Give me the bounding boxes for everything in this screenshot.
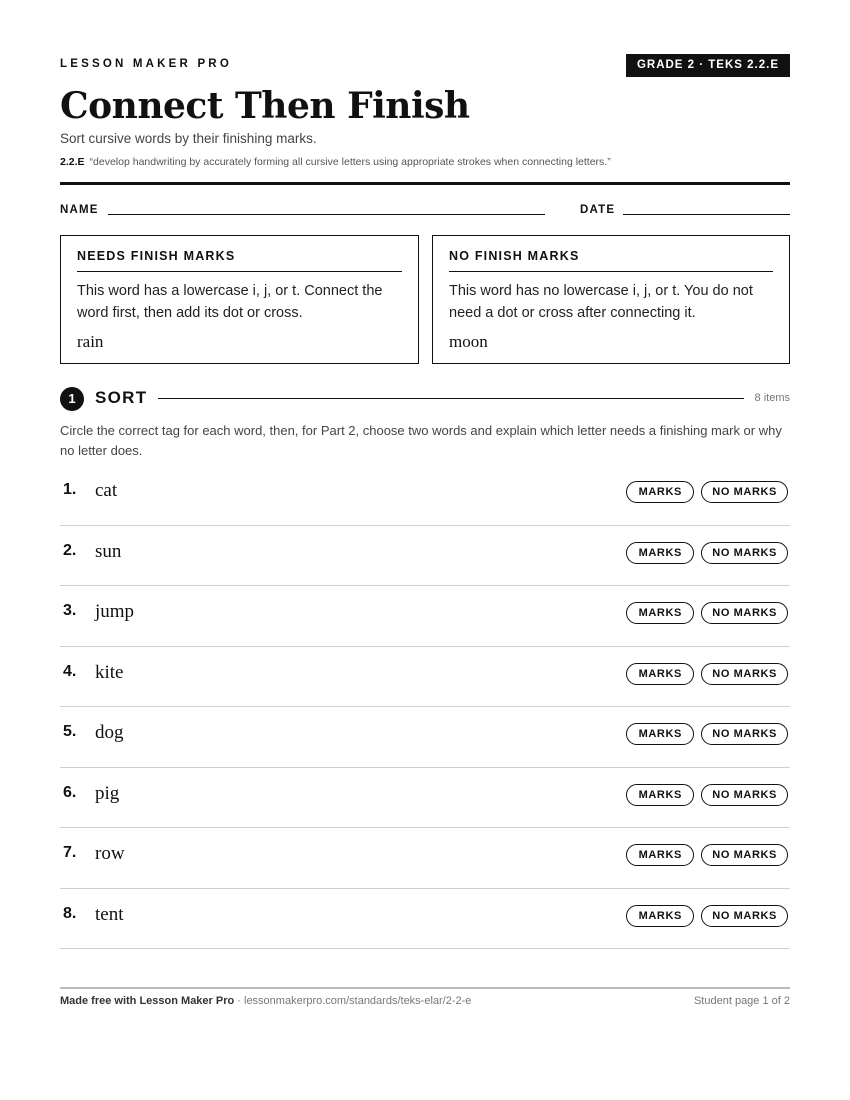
standard-line bbox=[60, 156, 611, 168]
no-marks-tag[interactable]: NO MARKS bbox=[701, 663, 788, 685]
item-word: kite bbox=[95, 661, 124, 683]
header-divider bbox=[60, 182, 790, 185]
card-description: This word has a lowercase i, j, or t. Connect the word first, then add its dot or cross. bbox=[77, 283, 383, 321]
card-example-word: moon bbox=[449, 332, 488, 351]
item-word: tent bbox=[95, 903, 124, 925]
tag-group bbox=[626, 784, 788, 806]
list-item bbox=[60, 828, 790, 889]
no-marks-tag[interactable]: NO MARKS bbox=[701, 542, 788, 564]
item-word: cat bbox=[95, 480, 118, 501]
marks-tag[interactable]: MARKS bbox=[626, 844, 694, 866]
standard-quote: “develop handwriting by accurately forming all cursive letters using appropriate strokes when connecting letters.” bbox=[89, 156, 611, 168]
list-item bbox=[60, 768, 790, 829]
marks-tag[interactable]: MARKS bbox=[626, 481, 694, 503]
list-item bbox=[60, 647, 790, 708]
item-number: 4. bbox=[63, 662, 77, 680]
tag-group bbox=[626, 905, 788, 927]
instructions: Circle the correct tag for each word, then, for Part 2, choose two words and explain which letter needs a finishing mark or why no letter does. bbox=[60, 423, 782, 458]
date-field[interactable] bbox=[623, 214, 790, 215]
card-title: NEEDS FINISH MARKS bbox=[77, 249, 402, 272]
tag-group bbox=[626, 481, 788, 503]
list-item bbox=[60, 889, 790, 950]
needs-finish-marks-card bbox=[60, 235, 419, 364]
page-subtitle: Sort cursive words by their finishing marks. bbox=[60, 131, 317, 146]
item-number: 2. bbox=[63, 541, 77, 559]
footer-url[interactable]: · lessonmakerpro.com/standards/teks-elar/2-2-e bbox=[234, 995, 472, 1007]
list-item bbox=[60, 465, 790, 526]
card-example-word: rain bbox=[77, 332, 104, 351]
section-title: SORT bbox=[95, 388, 148, 407]
list-item bbox=[60, 707, 790, 768]
item-word: sun bbox=[95, 540, 122, 562]
marks-tag[interactable]: MARKS bbox=[626, 663, 694, 685]
marks-tag[interactable]: MARKS bbox=[626, 542, 694, 564]
no-marks-tag[interactable]: NO MARKS bbox=[701, 784, 788, 806]
card-description: This word has no lowercase i, j, or t. You do not need a dot or cross after connecting it. bbox=[449, 283, 753, 321]
section-divider bbox=[158, 398, 744, 399]
date-label: DATE bbox=[580, 204, 616, 216]
no-marks-tag[interactable]: NO MARKS bbox=[701, 905, 788, 927]
no-marks-tag[interactable]: NO MARKS bbox=[701, 602, 788, 624]
item-word: jump bbox=[95, 601, 135, 622]
card-title: NO FINISH MARKS bbox=[449, 249, 773, 272]
brand-name: LESSON MAKER PRO bbox=[60, 58, 232, 70]
section-number-badge: 1 bbox=[60, 387, 84, 411]
item-number: 5. bbox=[63, 723, 77, 740]
standard-code: 2.2.E bbox=[60, 156, 85, 168]
tag-group bbox=[626, 723, 788, 745]
page-indicator: Student page 1 of 2 bbox=[693, 995, 790, 1007]
marks-tag[interactable]: MARKS bbox=[626, 784, 694, 806]
item-number: 7. bbox=[63, 844, 77, 861]
no-marks-tag[interactable]: NO MARKS bbox=[701, 481, 788, 503]
tag-group bbox=[626, 844, 788, 866]
item-number: 8. bbox=[63, 904, 77, 922]
footer-made-with: Made free with Lesson Maker Pro bbox=[60, 995, 235, 1007]
list-item bbox=[60, 526, 790, 587]
name-field[interactable] bbox=[108, 214, 545, 215]
item-number: 3. bbox=[63, 602, 77, 619]
marks-tag[interactable]: MARKS bbox=[626, 602, 694, 624]
sort-section-header bbox=[60, 387, 790, 411]
marks-tag[interactable]: MARKS bbox=[626, 723, 694, 745]
item-word: row bbox=[95, 843, 125, 864]
item-word: dog bbox=[95, 722, 124, 743]
name-label: NAME bbox=[60, 204, 99, 216]
item-word: pig bbox=[95, 782, 120, 804]
tag-group bbox=[626, 602, 788, 624]
item-count: 8 items bbox=[754, 392, 790, 404]
no-finish-marks-card bbox=[432, 235, 790, 364]
footer-credit bbox=[60, 995, 471, 1007]
item-number: 6. bbox=[63, 783, 77, 801]
no-marks-tag[interactable]: NO MARKS bbox=[701, 723, 788, 745]
tag-group bbox=[626, 663, 788, 685]
footer-divider bbox=[60, 987, 790, 989]
page-title: Connect Then Finish bbox=[60, 85, 470, 127]
sort-items-list bbox=[60, 465, 790, 949]
tag-group bbox=[626, 542, 788, 564]
item-number: 1. bbox=[63, 481, 77, 498]
marks-tag[interactable]: MARKS bbox=[626, 905, 694, 927]
list-item bbox=[60, 586, 790, 647]
no-marks-tag[interactable]: NO MARKS bbox=[701, 844, 788, 866]
grade-badge: GRADE 2 · TEKS 2.2.E bbox=[626, 54, 790, 77]
